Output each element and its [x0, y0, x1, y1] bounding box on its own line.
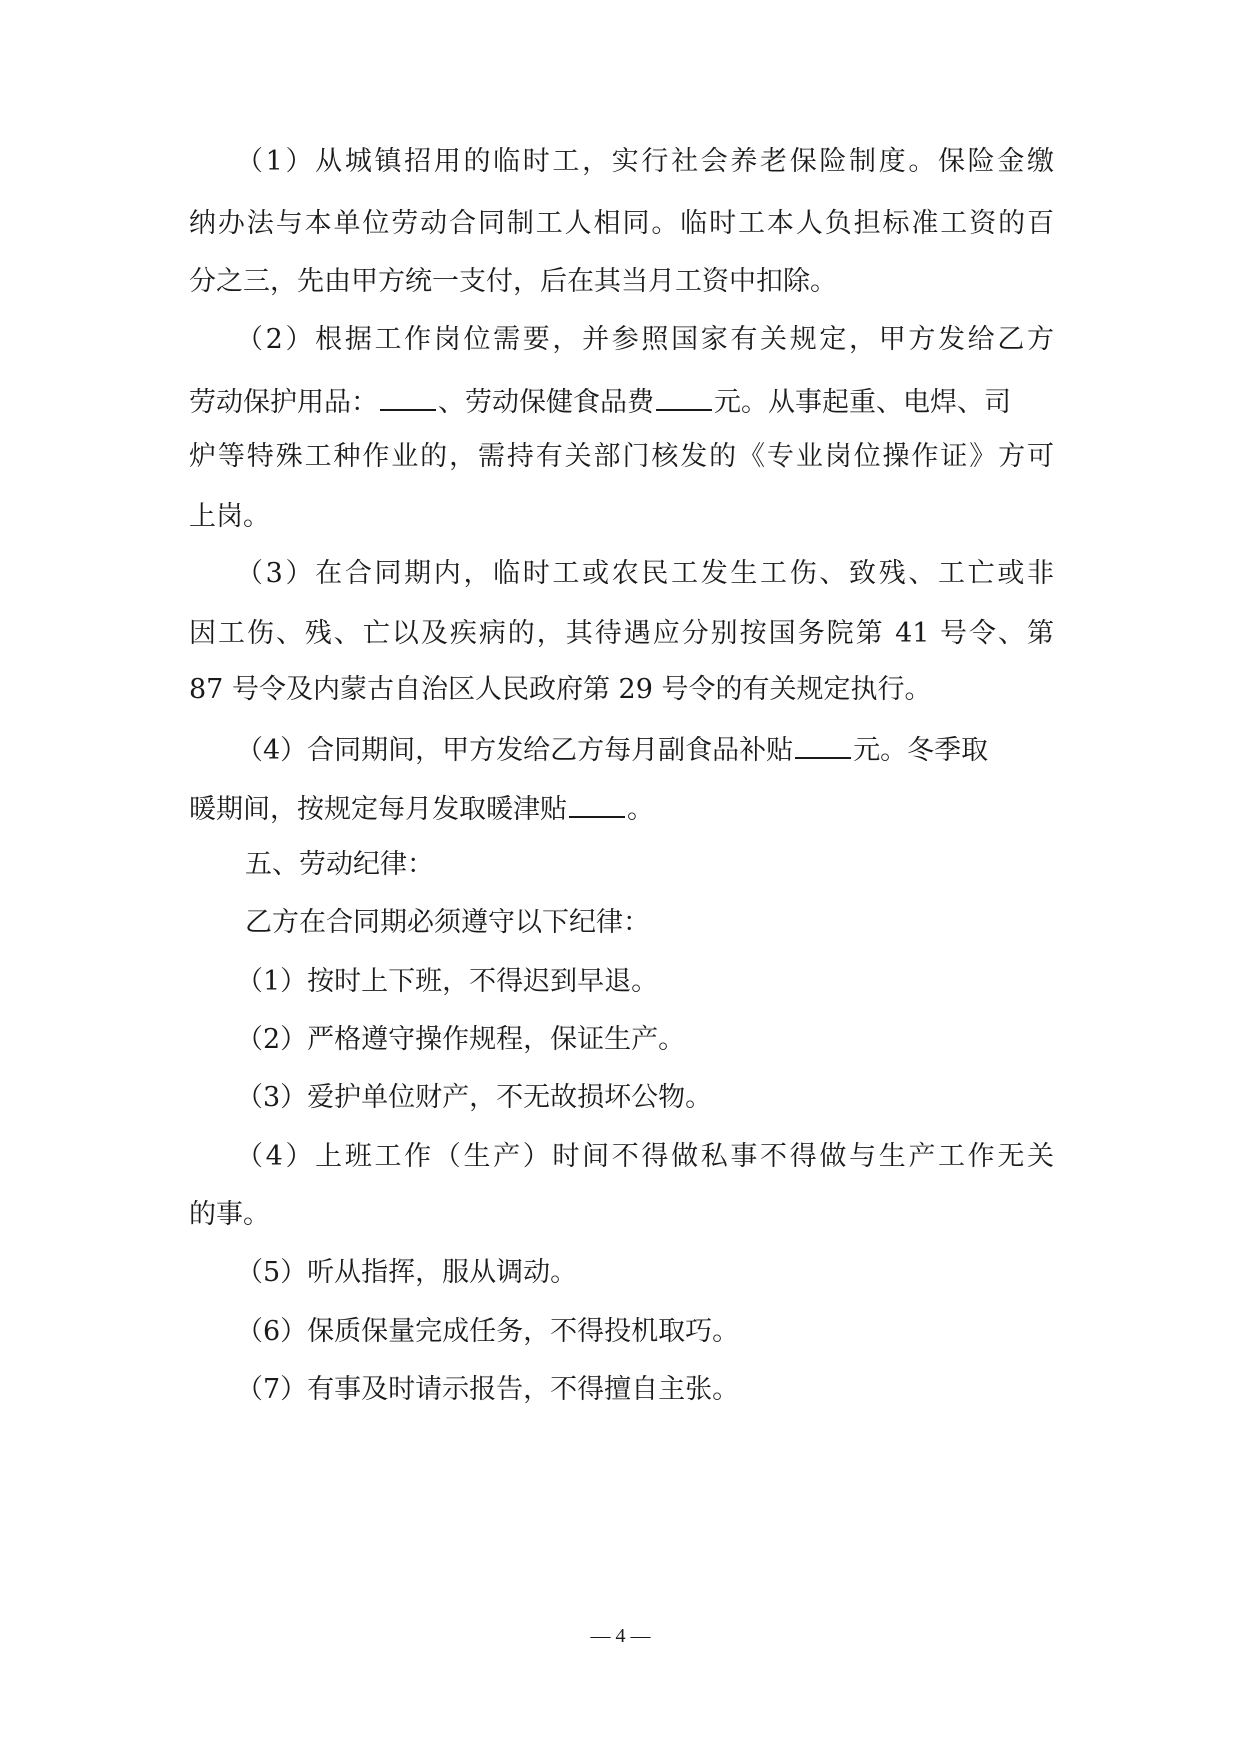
text-segment: （4）合同期间，甲方发给乙方每月副食品补贴 [236, 735, 794, 766]
blank-field [656, 383, 712, 411]
text-segment: 、劳动保健食品费 [438, 387, 654, 418]
list-item: （3）爱护单位财产，不无故损坏公物。 [236, 1082, 713, 1113]
blank-field [795, 731, 851, 759]
list-item: （5）听从指挥，服从调动。 [236, 1257, 578, 1288]
paragraph-line-with-blanks [189, 383, 1054, 420]
list-item: （6）保质保量完成任务，不得投机取巧。 [236, 1316, 740, 1347]
page-number: — 4 — [590, 1625, 651, 1647]
paragraph-line: 炉等特殊工种作业的，需持有关部门核发的《专业岗位操作证》方可 [189, 441, 1054, 472]
paragraph-line: （3）在合同期内，临时工或农民工发生工伤、致残、工亡或非 [236, 558, 1054, 589]
paragraph-line-with-blanks [189, 790, 1054, 827]
text-segment: 劳动保护用品： [189, 387, 378, 418]
paragraph-line: 乙方在合同期必须遵守以下纪律： [245, 907, 650, 938]
paragraph-line-with-blanks [236, 731, 1101, 768]
text-segment: 元。冬季取 [853, 735, 989, 766]
list-item: （7）有事及时请示报告，不得擅自主张。 [236, 1374, 740, 1405]
paragraph-line: （1）从城镇招用的临时工，实行社会养老保险制度。保险金缴 [236, 146, 1054, 177]
text-segment: 暖期间，按规定每月发取暖津贴 [189, 794, 567, 825]
paragraph-line: 因工伤、残、亡以及疾病的，其待遇应分别按国务院第 41 号令、第 [189, 618, 1054, 649]
paragraph-line: （2）根据工作岗位需要，并参照国家有关规定，甲方发给乙方 [236, 324, 1054, 355]
text-segment: 。 [627, 794, 654, 825]
list-item-continuation: 的事。 [189, 1199, 270, 1230]
section-heading: 五、劳动纪律： [245, 849, 434, 880]
blank-field [569, 790, 625, 818]
list-item: （4）上班工作（生产）时间不得做私事不得做与生产工作无关 [236, 1141, 1054, 1172]
paragraph-line: 87 号令及内蒙古自治区人民政府第 29 号令的有关规定执行。 [189, 674, 932, 705]
blank-field [380, 383, 436, 411]
paragraph-line: 纳办法与本单位劳动合同制工人相同。临时工本人负担标准工资的百 [189, 208, 1054, 239]
list-item: （1）按时上下班，不得迟到早退。 [236, 966, 659, 997]
list-item: （2）严格遵守操作规程，保证生产。 [236, 1024, 686, 1055]
paragraph-line: 分之三，先由甲方统一支付，后在其当月工资中扣除。 [189, 266, 837, 297]
text-segment: 元。从事起重、电焊、司 [714, 387, 1011, 418]
paragraph-line: 上岗。 [189, 501, 270, 532]
